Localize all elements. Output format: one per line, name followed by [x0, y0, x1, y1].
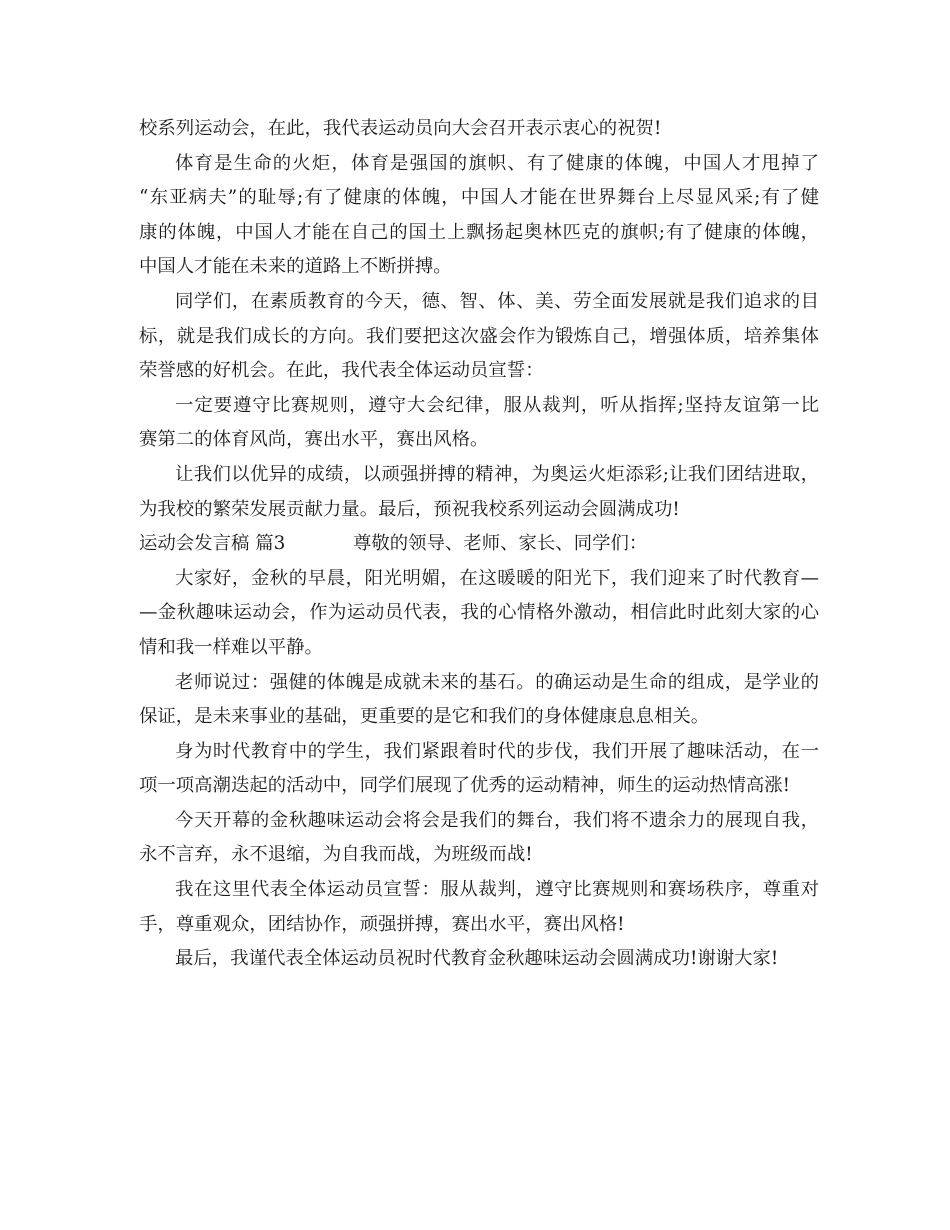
salutation: 尊敬的领导、老师、家长、同学们：	[353, 533, 648, 555]
paragraph-line: 情和我一样难以平静。	[139, 636, 323, 658]
paragraph-line: —金秋趣味运动会，作为运动员代表，我的心情格外激动，相信此时此刻大家的心	[139, 602, 819, 624]
paragraph-line: 最后，我谨代表全体运动员祝时代教育金秋趣味运动会圆满成功!谢谢大家!	[175, 948, 779, 970]
paragraph-line: “东亚病夫”的耻辱;有了健康的体魄，中国人才能在世界舞台上尽显风采;有了健	[139, 187, 819, 209]
document-body	[139, 112, 819, 977]
paragraph-line: 赛第二的体育风尚，赛出水平，赛出风格。	[139, 429, 489, 451]
paragraph-line: 身为时代教育中的学生，我们紧跟着时代的步伐，我们开展了趣味活动，在一	[175, 740, 819, 762]
paragraph-line: 一定要遵守比赛规则，遵守大会纪律，服从裁判，听从指挥;坚持友谊第一比	[175, 394, 819, 416]
paragraph-line: 今天开幕的金秋趣味运动会将会是我们的舞台，我们将不遗余力的展现自我，	[175, 809, 819, 831]
paragraph-line: 保证，是未来事业的基础，更重要的是它和我们的身体健康息息相关。	[139, 706, 710, 728]
paragraph-line: 项一项高潮迭起的活动中，同学们展现了优秀的运动精神，师生的运动热情高涨!	[139, 775, 791, 797]
paragraph-line: 荣誉感的好机会。在此，我代表全体运动员宣誓：	[139, 360, 544, 382]
paragraph-line: 我在这里代表全体运动员宣誓：服从裁判，遵守比赛规则和赛场秩序，尊重对	[175, 879, 819, 901]
paragraph-line: 老师说过：强健的体魄是成就未来的基石。的确运动是生命的组成，是学业的	[175, 671, 819, 693]
paragraph-line: 康的体魄，中国人才能在自己的国土上飘扬起奥林匹克的旗帜;有了健康的体魄，	[139, 221, 819, 243]
paragraph-line: 永不言弃，永不退缩，为自我而战，为班级而战!	[139, 844, 533, 866]
paragraph-line: 手，尊重观众，团结协作，顽强拼搏，赛出水平，赛出风格!	[139, 913, 625, 935]
paragraph-line: 让我们以优异的成绩，以顽强拼搏的精神，为奥运火炬添彩;让我们团结进取，	[175, 463, 819, 485]
paragraph-line: 为我校的繁荣发展贡献力量。最后，预祝我校系列运动会圆满成功!	[139, 498, 680, 520]
paragraph-line: 大家好，金秋的早晨，阳光明媚，在这暖暖的阳光下，我们迎来了时代教育—	[175, 567, 819, 589]
paragraph-line: 中国人才能在未来的道路上不断拼搏。	[139, 256, 452, 278]
paragraph-line: 标，就是我们成长的方向。我们要把这次盛会作为锻炼自己，增强体质，培养集体	[139, 325, 819, 347]
section-title: 运动会发言稿 篇3	[139, 533, 286, 555]
paragraph-line: 体育是生命的火炬，体育是强国的旗帜、有了健康的体魄，中国人才甩掉了	[175, 152, 819, 174]
text-line: 校系列运动会，在此，我代表运动员向大会召开表示衷心的祝贺!	[139, 118, 662, 139]
paragraph-line: 同学们，在素质教育的今天，德、智、体、美、劳全面发展就是我们追求的目	[175, 290, 819, 312]
section-heading	[139, 527, 819, 562]
